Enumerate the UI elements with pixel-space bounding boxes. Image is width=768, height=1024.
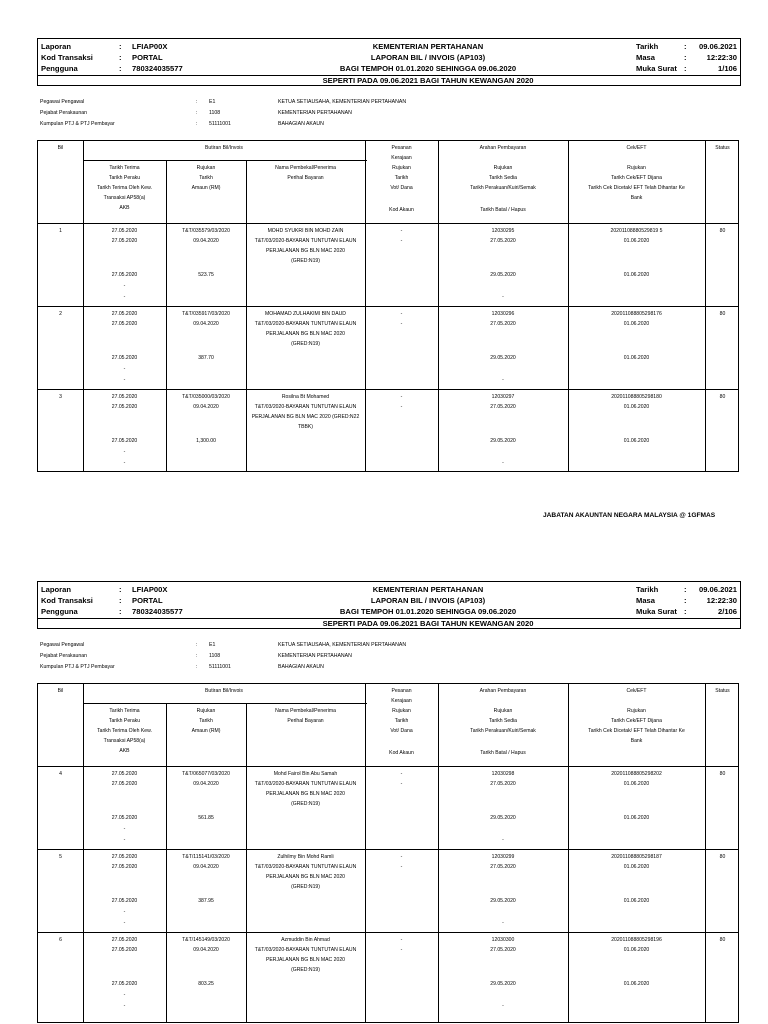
report-header xyxy=(37,38,741,86)
empty-marker: - xyxy=(123,366,126,372)
bil-header: Bil xyxy=(57,688,64,694)
colon: : xyxy=(684,596,687,605)
empty-marker: - xyxy=(123,837,126,843)
muka-surat-label: Muka Surat xyxy=(636,64,677,73)
arahan-rujukan: 12030298 xyxy=(491,771,515,777)
vot-dana: - xyxy=(400,864,403,870)
colon: : xyxy=(196,664,198,670)
tarikh-terima-kew-header: Tarikh Terima Oleh Kew. xyxy=(97,728,152,734)
tarikh-perakuan: 29.05.2020 xyxy=(490,815,516,821)
nama-pembekal: MOHAMAD ZULHAKIMI BIN DAUD xyxy=(265,311,346,317)
empty-marker: - xyxy=(502,294,504,300)
empty-marker: - xyxy=(123,909,126,915)
amaun: 561.85 xyxy=(198,815,214,821)
status: 80 xyxy=(719,394,726,400)
tarikh-sedia: 27.05.2020 xyxy=(490,781,516,787)
tarikh-header: Tarikh xyxy=(199,718,213,724)
kerajaan-header: Kerajaan xyxy=(391,698,412,704)
colon: : xyxy=(196,642,198,648)
colon: : xyxy=(684,42,687,51)
tarikh-perakuan-header: Tarikh Perakuan/Kuiri/Semak xyxy=(470,728,536,734)
ministry-name: KEMENTERIAN PERTAHANAN xyxy=(372,42,484,51)
tarikh-perakuan-header: Tarikh Perakuan/Kuiri/Semak xyxy=(470,185,536,191)
pengguna-label: Pengguna xyxy=(41,607,78,616)
tarikh-label: Tarikh xyxy=(636,42,659,51)
tarikh: 09.04.2020 xyxy=(193,321,219,327)
status: 80 xyxy=(719,228,726,234)
pesanan-rujukan-header: Rujukan xyxy=(392,708,411,714)
perihal-line: T&T/03/2020-BAYARAN TUNTUTAN ELAUN xyxy=(254,864,357,870)
row-bil: 6 xyxy=(59,937,62,943)
akb-header: AKB xyxy=(119,205,130,211)
cek-rujukan: 20201108880529819 5 xyxy=(610,228,663,234)
arahan-rujukan: 12030297 xyxy=(491,394,515,400)
tarikh-akb: 27.05.2020 xyxy=(111,981,138,987)
kod-akaun-header: Kod Akaun xyxy=(389,750,414,756)
nama-pembekal: Rosilna Bt Mohamed xyxy=(281,394,330,400)
tarikh-value: 09.06.2021 xyxy=(698,585,737,594)
row-bil: 2 xyxy=(59,311,62,317)
cek-rujukan-header: Rujukan xyxy=(627,708,646,714)
kumpulan-ptj-label: Kumpulan PTJ & PTJ Pembayar xyxy=(40,121,115,127)
colon: : xyxy=(196,99,198,105)
status: 80 xyxy=(719,771,726,777)
pesanan: - xyxy=(400,311,403,317)
pegawai-name: KETUA SETIAUSAHA, KEMENTERIAN PERTAHANAN xyxy=(278,642,407,648)
perihal-line: (GRED:N19) xyxy=(291,258,320,264)
kod-akaun-header: Kod Akaun xyxy=(389,207,414,213)
report-title: LAPORAN BIL / INVOIS (AP103) xyxy=(370,53,486,62)
tarikh-terima: 27.05.2020 xyxy=(111,771,138,777)
tarikh-akb: 27.05.2020 xyxy=(111,272,138,278)
tarikh-peraku: 27.05.2020 xyxy=(111,864,138,870)
tarikh-sedia: 27.05.2020 xyxy=(490,864,516,870)
amaun-header: Amaun (RM) xyxy=(191,185,221,191)
kumpulan-name: BAHAGIAN AKAUN xyxy=(278,121,324,127)
status: 80 xyxy=(719,937,726,943)
nama-pembekal: Zulhilmy Bin Mohd Ramli xyxy=(277,854,334,860)
nama-pembekal: MOHD SYUKRI BIN MOHD ZAIN xyxy=(267,228,344,234)
arahan-header: Arahan Pembayaran xyxy=(479,145,527,151)
pegawai-name: KETUA SETIAUSAHA, KEMENTERIAN PERTAHANAN xyxy=(278,99,407,105)
tarikh-terima: 27.05.2020 xyxy=(111,228,138,234)
tarikh: 09.04.2020 xyxy=(193,947,219,953)
perihal-line: T&T/03/2020-BAYARAN TUNTUTAN ELAUN xyxy=(254,947,357,953)
cek-dicetak: 01.06.2020 xyxy=(623,272,650,278)
arahan-rujukan-header: Rujukan xyxy=(493,165,513,171)
row-bil: 4 xyxy=(59,771,62,777)
pejabat-code: 1108 xyxy=(209,110,221,116)
status-header: Status xyxy=(715,145,730,151)
tarikh-akb: 27.05.2020 xyxy=(111,815,138,821)
cek-rujukan: 202011088805298176 xyxy=(611,311,662,317)
perihal-line: PERJALANAN BG BLN MAC 2020 xyxy=(266,874,345,880)
colon: : xyxy=(119,607,122,616)
arahan-rujukan: 12030296 xyxy=(491,311,515,317)
pejabat-perakaunan-label: Pejabat Perakaunan xyxy=(40,653,88,659)
transaksi-ap58-header: Transaksi AP58(a) xyxy=(103,195,146,201)
muka-surat-value: 1/106 xyxy=(717,64,737,73)
tarikh-peraku: 27.05.2020 xyxy=(111,321,138,327)
invoice-table xyxy=(37,683,739,1023)
empty-marker: - xyxy=(123,992,126,998)
colon: : xyxy=(196,110,198,116)
cek-dijana: 01.06.2020 xyxy=(623,781,650,787)
cek-rujukan: 202011088805298202 xyxy=(611,771,662,777)
tarikh-terima: 27.05.2020 xyxy=(111,937,138,943)
arahan-rujukan: 12030299 xyxy=(491,854,515,860)
transaksi-ap58-header: Transaksi AP58(a) xyxy=(103,738,146,744)
report-title: LAPORAN BIL / INVOIS (AP103) xyxy=(370,596,486,605)
empty-marker: - xyxy=(123,377,126,383)
pesanan: - xyxy=(400,771,403,777)
pesanan-header: Pesanan xyxy=(391,688,412,694)
perihal-line: T&T/03/2020-BAYARAN TUNTUTAN ELAUN xyxy=(254,404,357,410)
row-bil: 3 xyxy=(59,394,62,400)
cek-dijana: 01.06.2020 xyxy=(623,404,650,410)
status: 80 xyxy=(719,854,726,860)
colon: : xyxy=(119,585,122,594)
tarikh-peraku-header: Tarikh Peraku xyxy=(108,175,141,181)
tarikh-peraku: 27.05.2020 xyxy=(111,238,138,244)
perihal-line: PERJALANAN BG BLN MAC 2020 xyxy=(266,957,345,963)
colon: : xyxy=(196,121,198,127)
kumpulan-code: 51111001 xyxy=(209,664,231,670)
empty-marker: - xyxy=(123,920,126,926)
tarikh-terima: 27.05.2020 xyxy=(111,394,138,400)
rujukan-header: Rujukan xyxy=(196,708,216,714)
status: 80 xyxy=(719,311,726,317)
empty-marker: - xyxy=(123,294,126,300)
status-header: Status xyxy=(715,688,730,694)
perihal-line: TBBK) xyxy=(297,424,313,430)
cek-dicetak: 01.06.2020 xyxy=(623,815,650,821)
laporan-value: LFIAP00X xyxy=(132,42,168,51)
perihal-line: PERJALANAN BG BLN MAC 2020 (GRED:N22 xyxy=(251,414,360,420)
empty-marker: - xyxy=(502,920,504,926)
arahan-rujukan: 12030295 xyxy=(491,228,515,234)
tarikh-value: 09.06.2021 xyxy=(698,42,737,51)
arahan-rujukan: 12030300 xyxy=(491,937,515,943)
empty-marker: - xyxy=(502,460,504,466)
tarikh-header: Tarikh xyxy=(199,175,213,181)
perihal-line: (GRED:N19) xyxy=(291,341,320,347)
tarikh-terima-kew-header: Tarikh Terima Oleh Kew. xyxy=(97,185,152,191)
empty-marker: - xyxy=(123,283,126,289)
pengguna-label: Pengguna xyxy=(41,64,78,73)
perihal-bayaran-header: Perihal Bayaran xyxy=(287,718,324,724)
vot-dana: - xyxy=(400,404,403,410)
pesanan: - xyxy=(400,854,403,860)
amaun: 387.70 xyxy=(198,355,214,361)
tarikh-batal-header: Tarikh Batal / Hapus xyxy=(480,207,526,213)
pesanan: - xyxy=(400,228,403,234)
kumpulan-name: BAHAGIAN AKAUN xyxy=(278,664,324,670)
pesanan-tarikh-header: Tarikh xyxy=(394,718,409,724)
tarikh-terima-header: Tarikh Terima xyxy=(109,708,140,714)
tarikh-sedia-header: Tarikh Sedia xyxy=(488,175,518,181)
tarikh-peraku: 27.05.2020 xyxy=(111,404,138,410)
invoice-table xyxy=(37,140,739,472)
tarikh-batal-header: Tarikh Batal / Hapus xyxy=(480,750,526,756)
perihal-bayaran-header: Perihal Bayaran xyxy=(287,175,324,181)
report-header xyxy=(37,581,741,629)
nama-pembekal: Azmuddin Bin Ahmad xyxy=(281,937,330,943)
bank-header: Bank xyxy=(630,195,643,201)
pegawai-code: E1 xyxy=(209,642,216,648)
masa-value: 12:22:30 xyxy=(706,53,737,62)
cek-dicetak: 01.06.2020 xyxy=(623,438,650,444)
pejabat-name: KEMENTERIAN PERTAHANAN xyxy=(278,110,352,116)
pejabat-code: 1108 xyxy=(209,653,221,659)
colon: : xyxy=(684,585,687,594)
rujukan: T&T/035579/03/2020 xyxy=(182,228,230,234)
tarikh-akb: 27.05.2020 xyxy=(111,438,138,444)
kod-transaksi-label: Kod Transaksi xyxy=(41,53,93,62)
rujukan: T&T/035917/03/2020 xyxy=(182,311,230,317)
cek-rujukan: 202011088805298187 xyxy=(611,854,662,860)
pegawai-code: E1 xyxy=(209,99,216,105)
masa-label: Masa xyxy=(636,53,655,62)
amaun: 387.95 xyxy=(198,898,214,904)
cek-rujukan-header: Rujukan xyxy=(627,165,646,171)
perihal-line: T&T/03/2020-BAYARAN TUNTUTAN ELAUN xyxy=(254,781,357,787)
pesanan-header: Pesanan xyxy=(391,145,412,151)
pegawai-pengawal-label: Pegawai Pengawal xyxy=(40,642,85,648)
tarikh-sedia: 27.05.2020 xyxy=(490,404,516,410)
laporan-label: Laporan xyxy=(41,42,71,51)
bank-header: Bank xyxy=(630,738,643,744)
row-bil: 5 xyxy=(59,854,62,860)
cek-dijana: 01.06.2020 xyxy=(623,864,650,870)
perihal-line: T&T/03/2020-BAYARAN TUNTUTAN ELAUN xyxy=(254,321,357,327)
tarikh: 09.04.2020 xyxy=(193,404,219,410)
cek-rujukan: 202011088805298180 xyxy=(611,394,662,400)
rujukan: T&T/065077/03/2020 xyxy=(182,771,230,777)
page-footer: JABATAN AKAUNTAN NEGARA MALAYSIA @ 1GFMAS xyxy=(543,512,716,519)
cek-dijana: 01.06.2020 xyxy=(623,947,650,953)
cek-dicetak-header: Tarikh Cek Dicetak/ EFT Telah Dihantar Ke xyxy=(588,185,685,191)
tarikh-perakuan: 29.05.2020 xyxy=(490,898,516,904)
perihal-line: PERJALANAN BG BLN MAC 2020 xyxy=(266,791,345,797)
pegawai-pengawal-label: Pegawai Pengawal xyxy=(40,99,85,105)
nama-pembekal: Mohd Fairol Bin Abu Samah xyxy=(273,771,338,777)
nama-pembekal-header: Nama Pembekal/Penerima xyxy=(275,708,336,714)
kod-transaksi-value: PORTAL xyxy=(132,53,163,62)
pesanan: - xyxy=(400,394,403,400)
cek-dicetak: 01.06.2020 xyxy=(623,355,650,361)
perihal-line: T&T/03/2020-BAYARAN TUNTUTAN ELAUN xyxy=(254,238,357,244)
colon: : xyxy=(119,53,122,62)
tarikh: 09.04.2020 xyxy=(193,864,219,870)
perihal-line: (GRED:N19) xyxy=(291,884,320,890)
cek-eft-header: Cek/EFT xyxy=(626,688,647,694)
empty-marker: - xyxy=(502,837,504,843)
tarikh-peraku: 27.05.2020 xyxy=(111,947,138,953)
empty-marker: - xyxy=(123,826,126,832)
pengguna-value: 780324035577 xyxy=(132,607,183,616)
rujukan: T&T/035000/03/2020 xyxy=(182,394,230,400)
cek-rujukan: 202011088805298196 xyxy=(611,937,662,943)
empty-marker: - xyxy=(502,1003,504,1009)
muka-surat-label: Muka Surat xyxy=(636,607,677,616)
cek-dicetak: 01.06.2020 xyxy=(623,981,650,987)
report-period: BAGI TEMPOH 01.01.2020 SEHINGGA 09.06.2020 xyxy=(339,64,517,73)
amaun-header: Amaun (RM) xyxy=(191,728,221,734)
perihal-line: PERJALANAN BG BLN MAC 2020 xyxy=(266,331,345,337)
tarikh-perakuan: 29.05.2020 xyxy=(490,981,516,987)
perihal-line: PERJALANAN BG BLN MAC 2020 xyxy=(266,248,345,254)
vot-dana: - xyxy=(400,321,403,327)
tarikh: 09.04.2020 xyxy=(193,238,219,244)
colon: : xyxy=(684,64,687,73)
kerajaan-header: Kerajaan xyxy=(391,155,412,161)
cek-dijana-header: Tarikh Cek/EFT Dijana xyxy=(611,175,662,181)
report-as-at: SEPERTI PADA 09.06.2021 BAGI TAHUN KEWANGAN 2020 xyxy=(322,76,534,85)
tarikh-label: Tarikh xyxy=(636,585,659,594)
colon: : xyxy=(119,42,122,51)
tarikh-sedia: 27.05.2020 xyxy=(490,947,516,953)
vot-dana: - xyxy=(400,238,403,244)
colon: : xyxy=(119,596,122,605)
kumpulan-ptj-label: Kumpulan PTJ & PTJ Pembayar xyxy=(40,664,115,670)
report-as-at: SEPERTI PADA 09.06.2021 BAGI TAHUN KEWANGAN 2020 xyxy=(322,619,534,628)
colon: : xyxy=(684,53,687,62)
tarikh-akb: 27.05.2020 xyxy=(111,355,138,361)
tarikh-sedia: 27.05.2020 xyxy=(490,238,516,244)
vot-dana-header: Vot/ Dana xyxy=(390,728,413,734)
masa-label: Masa xyxy=(636,596,655,605)
rujukan: T&T/115141/03/2020 xyxy=(182,854,230,860)
pesanan-tarikh-header: Tarikh xyxy=(394,175,409,181)
muka-surat-value: 2/106 xyxy=(717,607,737,616)
cek-eft-header: Cek/EFT xyxy=(626,145,647,151)
tarikh-sedia: 27.05.2020 xyxy=(490,321,516,327)
row-bil: 1 xyxy=(59,228,62,234)
header-divider xyxy=(38,75,740,76)
tarikh-peraku-header: Tarikh Peraku xyxy=(108,718,141,724)
tarikh-akb: 27.05.2020 xyxy=(111,898,138,904)
pengguna-value: 780324035577 xyxy=(132,64,183,73)
tarikh-sedia-header: Tarikh Sedia xyxy=(488,718,518,724)
empty-marker: - xyxy=(502,377,504,383)
laporan-value: LFIAP00X xyxy=(132,585,168,594)
perihal-line: (GRED:N19) xyxy=(291,967,320,973)
ministry-name: KEMENTERIAN PERTAHANAN xyxy=(372,585,484,594)
empty-marker: - xyxy=(123,1003,126,1009)
report-period: BAGI TEMPOH 01.01.2020 SEHINGGA 09.06.2020 xyxy=(339,607,517,616)
tarikh-terima: 27.05.2020 xyxy=(111,311,138,317)
empty-marker: - xyxy=(123,449,126,455)
tarikh-perakuan: 29.05.2020 xyxy=(490,355,516,361)
kod-transaksi-label: Kod Transaksi xyxy=(41,596,93,605)
kod-transaksi-value: PORTAL xyxy=(132,596,163,605)
tarikh-terima-header: Tarikh Terima xyxy=(109,165,140,171)
akb-header: AKB xyxy=(119,748,130,754)
tarikh-peraku: 27.05.2020 xyxy=(111,781,138,787)
perihal-line: (GRED:N19) xyxy=(291,801,320,807)
cek-dijana: 01.06.2020 xyxy=(623,321,650,327)
amaun: 803.25 xyxy=(198,981,214,987)
amaun: 1,300.00 xyxy=(196,438,216,444)
rujukan: T&T/145149/03/2020 xyxy=(182,937,230,943)
empty-marker: - xyxy=(123,460,126,466)
arahan-header: Arahan Pembayaran xyxy=(479,688,527,694)
colon: : xyxy=(119,64,122,73)
amaun: 523.75 xyxy=(198,272,214,278)
colon: : xyxy=(684,607,687,616)
tarikh-perakuan: 29.05.2020 xyxy=(490,272,516,278)
butiran-header: Butiran Bil/Invois xyxy=(205,145,243,151)
vot-dana: - xyxy=(400,781,403,787)
cek-dicetak-header: Tarikh Cek Dicetak/ EFT Telah Dihantar Ke xyxy=(588,728,685,734)
tarikh-perakuan: 29.05.2020 xyxy=(490,438,516,444)
vot-dana-header: Vot/ Dana xyxy=(390,185,413,191)
tarikh-terima: 27.05.2020 xyxy=(111,854,138,860)
pesanan-rujukan-header: Rujukan xyxy=(392,165,411,171)
arahan-rujukan-header: Rujukan xyxy=(493,708,513,714)
cek-dijana: 01.06.2020 xyxy=(623,238,650,244)
tarikh: 09.04.2020 xyxy=(193,781,219,787)
nama-pembekal-header: Nama Pembekal/Penerima xyxy=(275,165,336,171)
cek-dicetak: 01.06.2020 xyxy=(623,898,650,904)
vot-dana: - xyxy=(400,947,403,953)
kumpulan-code: 51111001 xyxy=(209,121,231,127)
header-divider xyxy=(38,618,740,619)
pejabat-perakaunan-label: Pejabat Perakaunan xyxy=(40,110,88,116)
bil-header: Bil xyxy=(57,145,64,151)
rujukan-header: Rujukan xyxy=(196,165,216,171)
butiran-header: Butiran Bil/Invois xyxy=(205,688,243,694)
cek-dijana-header: Tarikh Cek/EFT Dijana xyxy=(611,718,662,724)
laporan-label: Laporan xyxy=(41,585,71,594)
masa-value: 12:22:30 xyxy=(706,596,737,605)
colon: : xyxy=(196,653,198,659)
pejabat-name: KEMENTERIAN PERTAHANAN xyxy=(278,653,352,659)
pesanan: - xyxy=(400,937,403,943)
